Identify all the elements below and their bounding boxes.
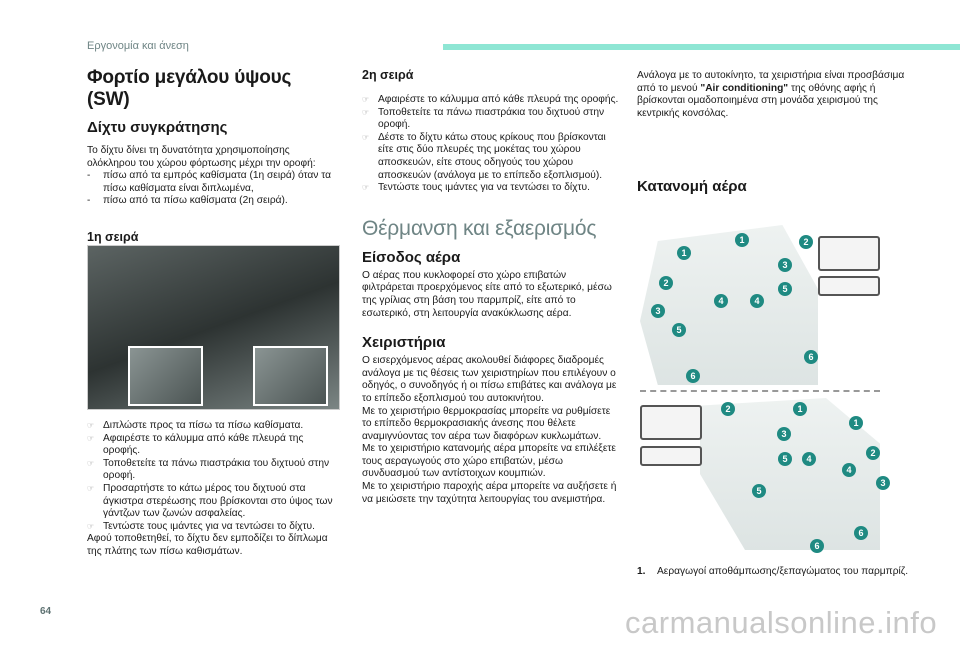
vent-callout-1: 1 — [677, 246, 691, 260]
middle-column — [362, 68, 620, 506]
left-column — [87, 67, 332, 244]
net-installation-photo — [87, 245, 340, 410]
controls-access-text: Ανάλογα με το αυτοκίνητο, τα χειριστήρια είναι προσβάσιμα από το μενού "Air conditioning" της οθόνης αφής ή βρίσκονται ομαδοποιημένα στη μονάδα χειρισμού της κεντρικής κονσόλας. — [637, 70, 905, 119]
controls-text: Ο εισερχόμενος αέρας ακολουθεί διάφορες διαδρομές ανάλογα με τις θέσεις των χειριστηρίων που επιλέγουν ο οδηγός, ο συνοδηγός ή οι πίσω επιβάτες και ανάλογα με το επίπεδο εξοπλισμού του αυτοκινήτου. Με το χειριστήριο θερμοκρασίας μπορείτε να ρυθμίσετε το επίπεδο θερμοκρασιακής άνεσης που θέλετε αναμιγνύοντας τον αέρα των διαφόρων κυκλωμάτων. Με το χειριστήριο κατανομής αέρα μπορείτε να επιλέξετε τους αεραγωγούς στο χώρο επιβατών, μέσω συνδυασμού των αντίστοιχων κουμπιών. Με το χειριστήριο παροχής αέρα μπορείτε να αυξήσετε ή να μειώσετε την ταχύτητα λειτουργίας του ανεμιστήρα. — [362, 355, 617, 505]
page-number: 64 — [40, 606, 52, 617]
step: ☞ Προσαρτήστε το κάτω μέρος του διχτυού στα άγκιστρα στερέωσης που βρίσκονται στο ύψος των γάντζων των ζωνών ασφαλείας. — [87, 483, 337, 521]
row2-heading: 2η σειρά — [362, 68, 414, 82]
list-item: - πίσω από τα πίσω καθίσματα (2η σειρά). — [87, 195, 332, 208]
vent-callout-2: 2 — [866, 446, 880, 460]
heating-section-title: Θέρμανση και εξαερισμός — [362, 216, 597, 240]
vent-callout-5: 5 — [778, 452, 792, 466]
vent-callout-2: 2 — [659, 276, 673, 290]
vent-callout-4: 4 — [750, 294, 764, 308]
vent-callout-5: 5 — [672, 323, 686, 337]
vent-callout-3: 3 — [876, 476, 890, 490]
step: ☞ Διπλώστε προς τα πίσω τα πίσω καθίσματα. — [87, 420, 337, 433]
controls-heading: Χειριστήρια — [362, 334, 446, 352]
vent-callout-1: 1 — [735, 233, 749, 247]
menu-name: "Air conditioning" — [700, 82, 789, 94]
air-distribution-heading: Κατανομή αέρα — [637, 178, 747, 196]
vent-callout-6: 6 — [810, 539, 824, 553]
control-panel-image — [818, 276, 880, 296]
vent-callout-2: 2 — [799, 235, 813, 249]
vent-callout-4: 4 — [714, 294, 728, 308]
list-item: - πίσω από τα εμπρός καθίσματα (1η σειρά) όταν τα πίσω καθίσματα είναι διπλωμένα, — [87, 170, 332, 195]
row1-heading: 1η σειρά — [87, 229, 139, 244]
watermark: carmanualsonline.info — [625, 605, 938, 640]
step: ☞ Τοποθετείτε τα πάνω πιαστράκια του διχτυού στην οροφή. — [362, 107, 620, 132]
air-intake-text: Ο αέρας που κυκλοφορεί στο χώρο επιβατών φιλτράρεται προερχόμενος είτε από το εξωτερικό, μέσω της γρίλιας στη βάση του παρμπρίζ, είτε από το εσωτερικό, στη λειτουργία ανακύκλωσης αέρα. — [362, 269, 612, 319]
vent-callout-1: 1 — [849, 416, 863, 430]
vent-callout-5: 5 — [752, 484, 766, 498]
net-positions-list — [87, 170, 332, 208]
net-heading: Δίχτυ συγκράτησης — [87, 119, 228, 136]
vent-callout-6: 6 — [804, 350, 818, 364]
header-accent-bar — [443, 44, 960, 50]
vent-callout-3: 3 — [778, 258, 792, 272]
step: ☞ Αφαιρέστε το κάλυμμα από κάθε πλευρά της οροφής. — [362, 94, 620, 107]
touchscreen-image — [818, 236, 880, 271]
step: ☞ Τοποθετείτε τα πάνω πιαστράκια του διχτυού στην οροφή. — [87, 458, 337, 483]
vent-callout-5: 5 — [778, 282, 792, 296]
vent-callout-6: 6 — [686, 369, 700, 383]
air-intake-heading: Είσοδος αέρα — [362, 248, 461, 266]
vent-callout-2: 2 — [721, 402, 735, 416]
roof-cover-inset — [128, 346, 203, 406]
net-intro: Το δίχτυ δίνει τη δυνατότητα χρησιμοποίησης ολόκληρου του χώρου φόρτωσης μέχρι την οροφή: — [87, 145, 316, 169]
vent-callout-3: 3 — [651, 304, 665, 318]
step: ☞ Δέστε το δίχτυ κάτω στους κρίκους που βρίσκονται είτε στις δύο πλευρές της μοκέτας του χώρου αποσκευών, είτε στους οδηγούς του χώρου αποσκευών (ανάλογα με το επίπεδο εξοπλισμού). — [362, 132, 620, 182]
page-title: Φορτίο μεγάλου ύψους (SW) — [87, 67, 292, 110]
net-note: Αφού τοποθετηθεί, το δίχτυ δεν εμποδίζει το δίπλωμα της πλάτης των πίσω καθισμάτων. — [87, 533, 328, 557]
vent-callout-1: 1 — [793, 402, 807, 416]
vent-callout-6: 6 — [854, 526, 868, 540]
step: ☞ Τεντώστε τους ιμάντες για να τεντώσει το δίχτυ. — [87, 521, 337, 534]
section-header: Εργονομία και άνεση — [87, 40, 189, 52]
control-panel-image-2 — [640, 446, 702, 466]
row1-steps — [87, 420, 337, 559]
right-column — [637, 70, 917, 195]
step: ☞ Αφαιρέστε το κάλυμμα από κάθε πλευρά της οροφής. — [87, 433, 337, 458]
touchscreen-image-2 — [640, 405, 702, 440]
legend-number: 1. — [637, 566, 646, 577]
diagram-divider — [640, 390, 880, 392]
legend-item — [637, 566, 917, 579]
air-distribution-diagram-1 — [640, 225, 818, 385]
hook-inset — [253, 346, 328, 406]
vent-callout-3: 3 — [777, 427, 791, 441]
vent-callout-4: 4 — [842, 463, 856, 477]
legend-text: Αεραγωγοί αποθάμπωσης/ξεπαγώματος του παρμπρίζ. — [657, 566, 909, 577]
vent-callout-4: 4 — [802, 452, 816, 466]
step: ☞ Τεντώστε τους ιμάντες για να τεντώσει το δίχτυ. — [362, 182, 620, 195]
